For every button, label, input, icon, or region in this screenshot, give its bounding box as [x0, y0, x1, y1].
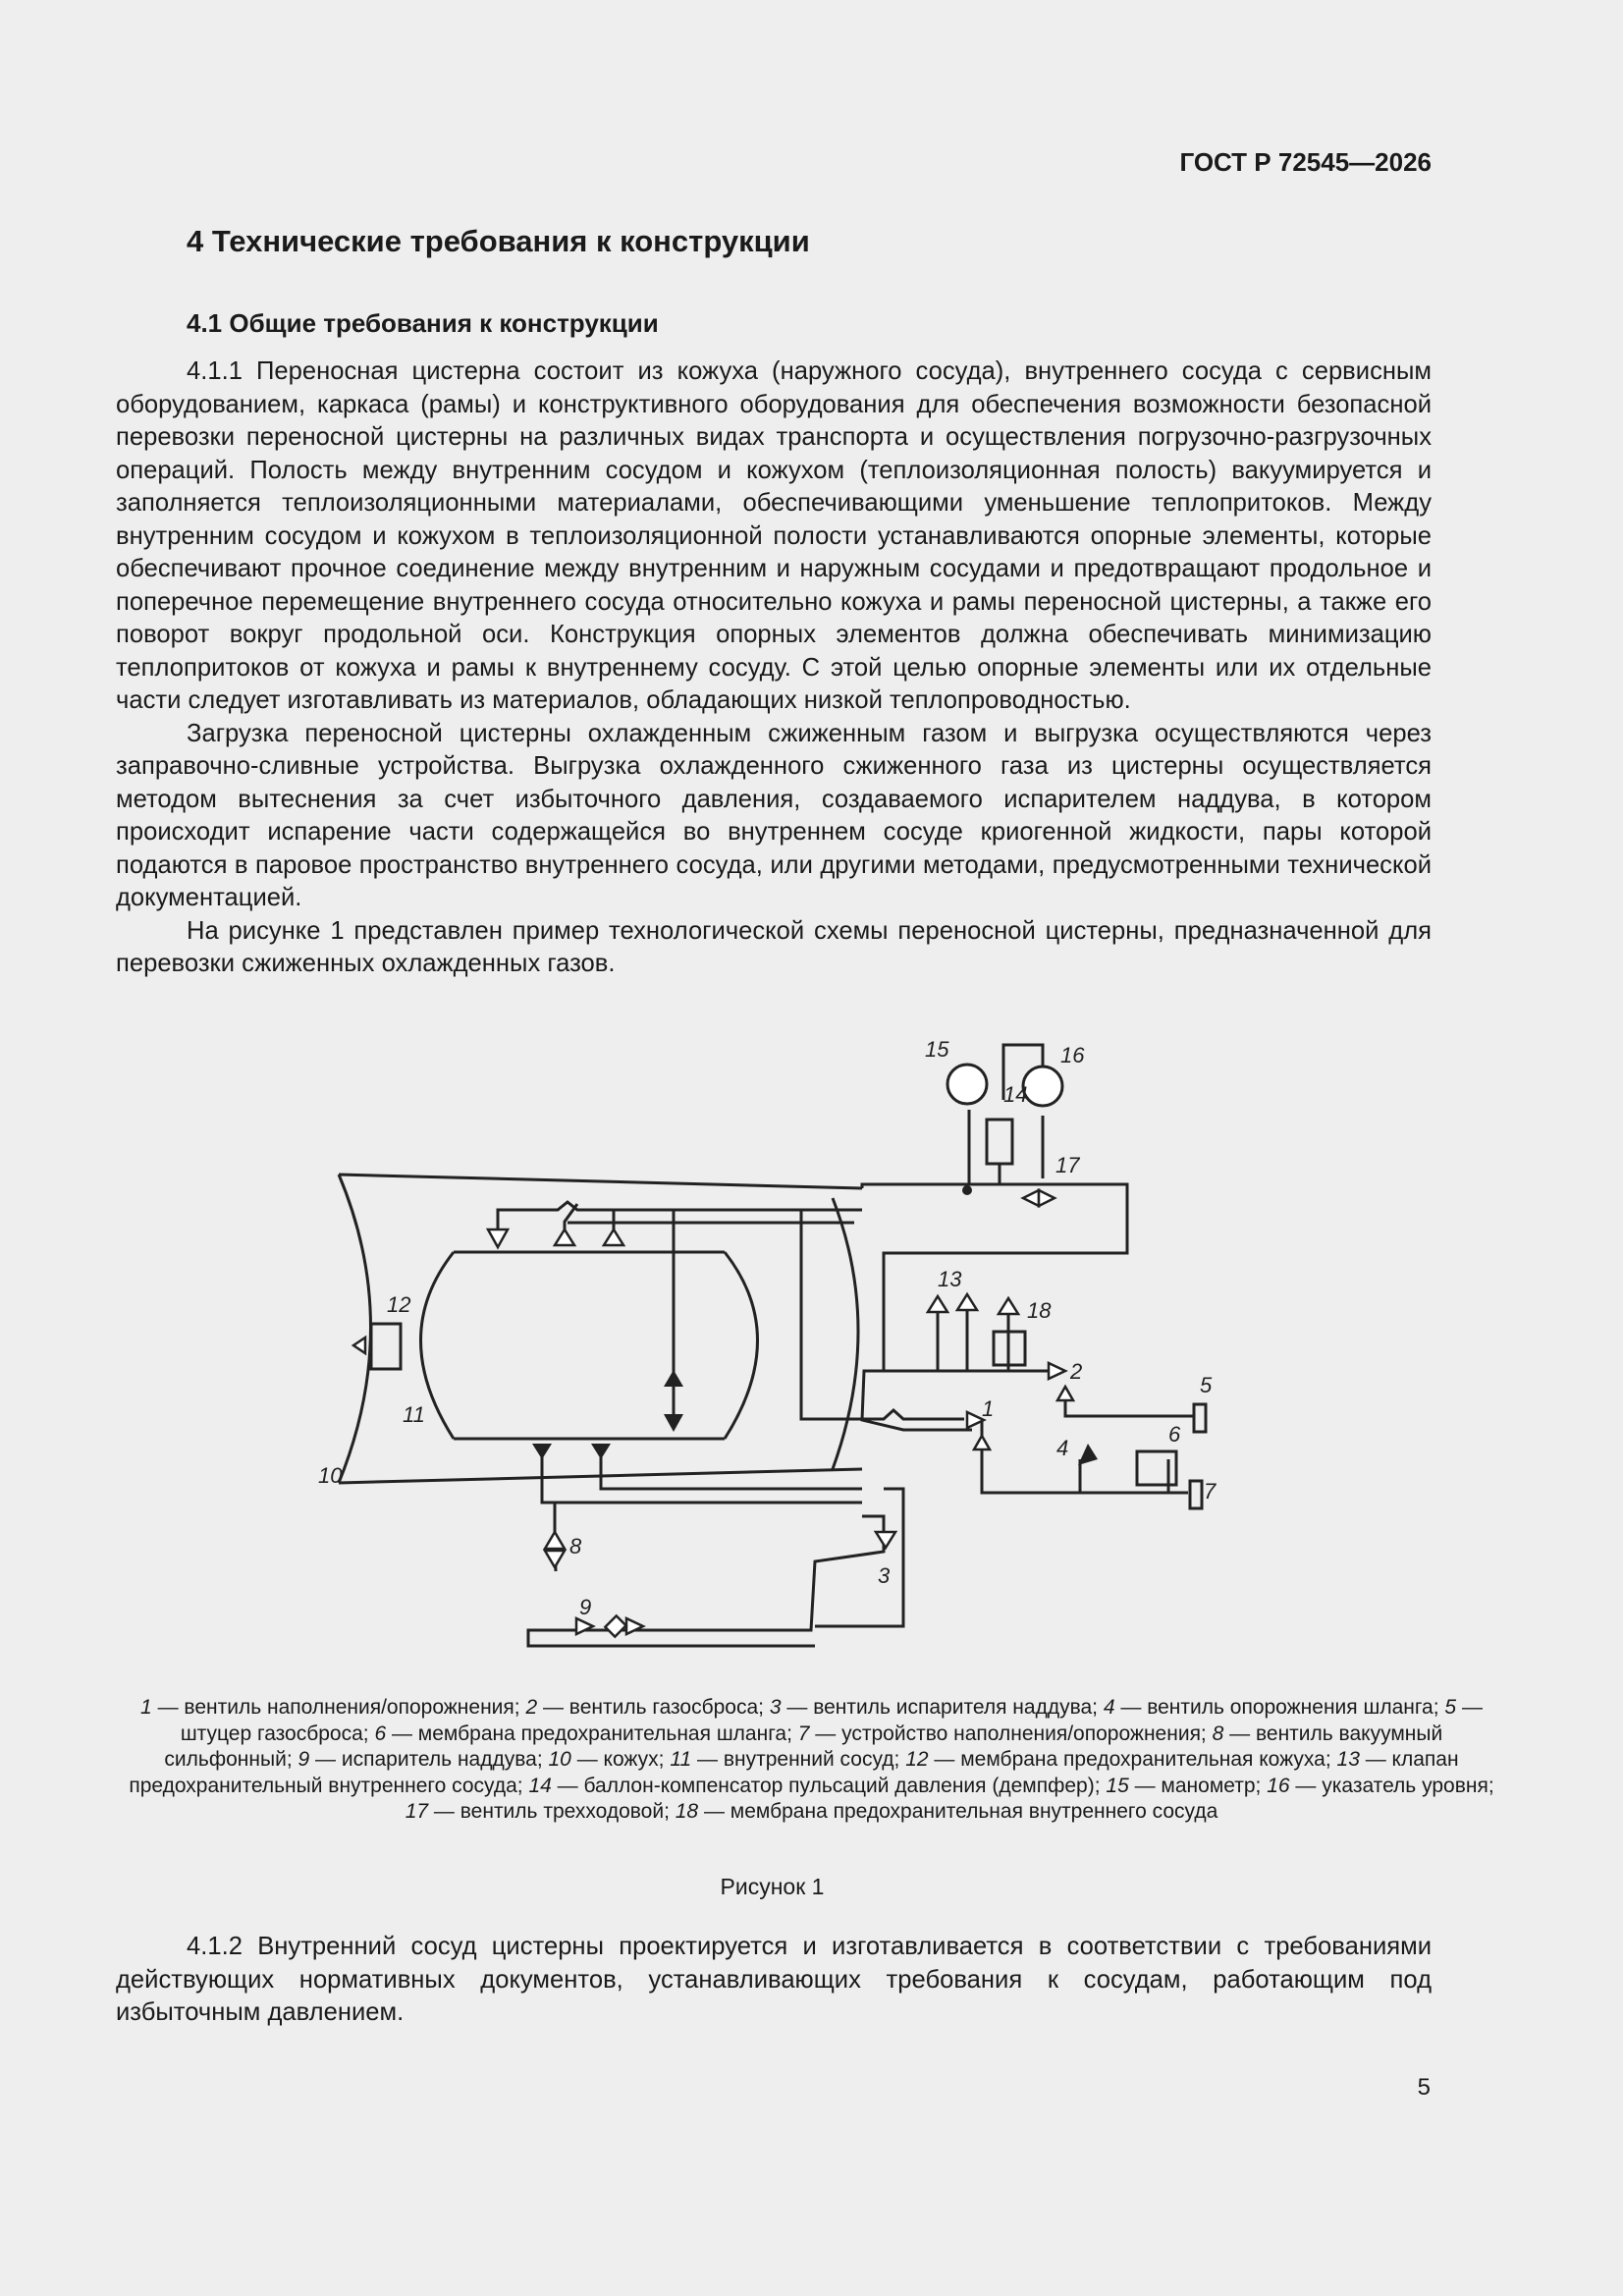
label-11: 11 — [403, 1402, 425, 1427]
legend-text: — кожух; — [570, 1748, 671, 1771]
tank-flow-diagram — [295, 1021, 1257, 1669]
legend-text: — вентиль испарителя наддува; — [781, 1696, 1104, 1719]
label-13: 13 — [938, 1267, 962, 1291]
legend-number: 15 — [1106, 1774, 1129, 1797]
inner-vessel — [421, 1252, 455, 1439]
label-14: 14 — [1003, 1082, 1028, 1107]
legend-number: 6 — [374, 1722, 387, 1745]
label-10: 10 — [318, 1463, 343, 1488]
outer-casing — [339, 1175, 371, 1483]
legend-number: 3 — [769, 1696, 782, 1719]
figure-legend — [118, 1695, 1505, 1826]
label-7: 7 — [1204, 1479, 1217, 1503]
legend-number: 10 — [548, 1748, 571, 1771]
label-18: 18 — [1027, 1298, 1052, 1323]
legend-number: 18 — [675, 1800, 699, 1823]
legend-number: 2 — [525, 1696, 538, 1719]
legend-number: 4 — [1103, 1696, 1115, 1719]
page-number: 5 — [1417, 2074, 1431, 2101]
legend-number: 9 — [298, 1748, 310, 1771]
legend-text: — клапан предохранительный внутреннего сосуда; — [129, 1748, 1459, 1797]
legend-number: 7 — [797, 1722, 810, 1745]
legend-text: — вентиль газосброса; — [537, 1696, 770, 1719]
label-12: 12 — [387, 1292, 411, 1317]
legend-number: 11 — [670, 1748, 692, 1771]
legend-text: — испаритель наддува; — [309, 1748, 549, 1771]
paragraph: 4.1.2 Внутренний сосуд цистерны проектируется и изготавливается в соответствии с требованиями действующих нормативных документов, устанавливающих требования к сосудам, работающим под избыточным давлением. — [116, 1933, 1432, 2026]
legend-number: 13 — [1336, 1748, 1360, 1771]
legend-text: — вентиль трехходовой; — [428, 1800, 676, 1823]
doc-code: ГОСТ Р 72545—2026 — [1179, 147, 1432, 177]
label-16: 16 — [1060, 1043, 1085, 1067]
body-text-after — [116, 1931, 1432, 2030]
legend-number: 12 — [905, 1748, 929, 1771]
legend-text: — манометр; — [1128, 1774, 1268, 1797]
label-5: 5 — [1200, 1373, 1213, 1397]
paragraph: 4.1.1 Переносная цистерна состоит из кожуха (наружного сосуда), внутреннего сосуда с сервисным оборудованием, каркаса (рамы) и конструктивного оборудования для обеспечения возможности безопасной перевозки переносной цистерны на различных видах транспорта и осуществления погрузочно-разгрузочных операций. Полость между внутренним сосудом и кожухом (теплоизоляционная полость) вакуумируется и заполняется теплоизоляционными материалами, обеспечивающими уменьшение теплопритоков. Между внутренним сосудом и кожухом в теплоизоляционной полости устанавливаются опорные элементы, которые обеспечивают прочное соединение между внутренним и наружным сосудами и предотвращают продольное и поперечное перемещение внутреннего сосуда относительно кожуха и рамы переносной цистерны, а также его поворот вокруг продольной оси. Конструкция опорных элементов должна обеспечивать минимизацию теплопритоков от кожуха и рамы к внутреннему сосуду. С этой целью опорные элементы или их отдельные части следует изготавливать из материалов, обладающих низкой теплопроводностью. — [116, 357, 1432, 714]
label-6: 6 — [1168, 1422, 1181, 1447]
label-4: 4 — [1056, 1436, 1069, 1460]
legend-text: — штуцер газосброса; — [180, 1696, 1483, 1745]
legend-number: 17 — [405, 1800, 429, 1823]
legend-number: 16 — [1267, 1774, 1290, 1797]
legend-text: — мембрана предохранительная шланга; — [386, 1722, 798, 1745]
figure-caption: Рисунок 1 — [720, 1874, 825, 1899]
body-text — [116, 355, 1432, 981]
legend-text: — мембрана предохранительная внутреннего сосуда — [698, 1800, 1218, 1823]
label-9: 9 — [579, 1595, 592, 1619]
legend-number: 1 — [140, 1696, 152, 1719]
label-8: 8 — [569, 1534, 582, 1558]
legend-text: — вентиль опорожнения шланга; — [1114, 1696, 1445, 1719]
legend-text: — устройство наполнения/опорожнения; — [809, 1722, 1213, 1745]
legend-text: — вентиль наполнения/опорожнения; — [151, 1696, 526, 1719]
legend-text: — внутренний сосуд; — [691, 1748, 906, 1771]
legend-text: — мембрана предохранительная кожуха; — [928, 1748, 1337, 1771]
label-15: 15 — [925, 1037, 949, 1062]
legend-text: — вентиль вакуумный сильфонный; — [164, 1722, 1443, 1771]
legend-text: — указатель уровня; — [1289, 1774, 1494, 1797]
paragraph: Загрузка переносной цистерны охлажденным сжиженным газом и выгрузка осуществляются через заправочно-сливные устройства. Выгрузка охлажденного сжиженного газа из цистерны осуществляется методом вытеснения за счет избыточного давления, создаваемого испарителем наддува, в котором происходит испарение части содержащейся во внутреннем сосуде криогенной жидкости, пары которой подаются в паровое пространство внутреннего сосуда, или другими методами, предусмотренными технической документацией. — [116, 719, 1432, 911]
legend-text: — баллон-компенсатор пульсаций давления (демпфер); — [551, 1774, 1107, 1797]
label-1: 1 — [982, 1396, 995, 1421]
label-2: 2 — [1070, 1359, 1083, 1384]
legend-number: 14 — [528, 1774, 552, 1797]
legend-number: 8 — [1212, 1722, 1224, 1745]
label-17: 17 — [1055, 1153, 1080, 1177]
label-3: 3 — [878, 1563, 891, 1588]
subsection-title: 4.1 Общие требования к конструкции — [187, 308, 659, 338]
paragraph: На рисунке 1 представлен пример технологической схемы переносной цистерны, предназначенной для перевозки сжиженных охлажденных газов. — [116, 916, 1432, 977]
section-title: 4 Технические требования к конструкции — [187, 224, 810, 258]
legend-number: 5 — [1444, 1696, 1457, 1719]
